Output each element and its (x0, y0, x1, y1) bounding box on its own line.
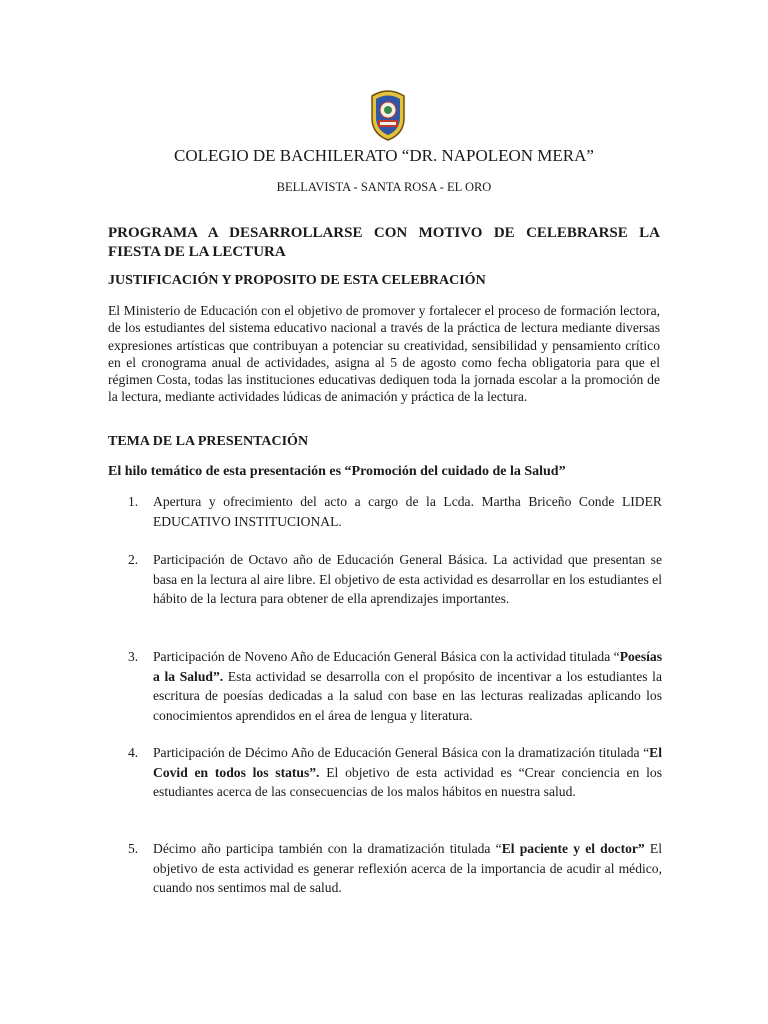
theme-thread: El hilo temático de esta presentación es “Promoción del cuidado de la Salud” (108, 464, 566, 479)
list-item-number: 3. (128, 649, 139, 664)
school-crest-icon (366, 88, 410, 142)
list-item (128, 647, 662, 725)
list-item-text (153, 743, 662, 802)
program-title: PROGRAMA A DESARROLLARSE CON MOTIVO DE CELEBRARSE LA FIESTA DE LA LECTURA (108, 225, 660, 260)
justification-heading: JUSTIFICACIÓN Y PROPOSITO DE ESTA CELEBRACIÓN (108, 273, 486, 288)
school-location: BELLAVISTA - SANTA ROSA - EL ORO (276, 180, 492, 194)
list-item-number: 1. (128, 494, 139, 509)
list-item-text-part: Esta actividad se desarrolla con el propósito de incentivar a los estudiantes la escritura de poesías dedicadas a la salud con base en las lecturas realizadas aplicando los conocimientos aprendidos en el área de lengua y literatura. (153, 668, 662, 723)
list-item-text-part: Décimo año participa también con la dramatización titulada “ (153, 841, 502, 856)
list-item-text-part: Participación de Décimo Año de Educación General Básica con la dramatización titulada “ (153, 745, 650, 760)
list-item (128, 839, 662, 898)
list-item (128, 492, 662, 531)
school-name: COLEGIO DE BACHILERATO “DR. NAPOLEON MERA” (174, 146, 594, 165)
list-item-text (153, 647, 662, 725)
list-item-text-part: Participación de Noveno Año de Educación General Básica con la actividad titulada “ (153, 649, 620, 664)
activity-title: Poesías a la Salud”. (153, 649, 662, 684)
list-item-text-part: El objetivo de esta actividad es generar reflexión acerca de la importancia de acudir al médico, cuando nos sentimos mal de salud. (153, 841, 662, 895)
list-item-number: 5. (128, 841, 139, 856)
activity-title: El paciente y el doctor” (501, 841, 645, 856)
list-item-text-part: El objetivo de esta actividad es “Crear conciencia en los estudiantes acerca de las consecuencias de los malos hábitos en nuestra salud. (153, 764, 662, 799)
list-item-text: Participación de Octavo año de Educación General Básica. La actividad que presentan se basa en la lectura al aire libre. El objetivo de esta actividad es desarrollar en los estudiantes el hábito de la lectura para obtener de ella aprendizajes importantes. (153, 552, 662, 606)
list-item-number: 2. (128, 552, 139, 567)
list-item (128, 743, 662, 802)
list-item (128, 550, 662, 609)
justification-paragraph: El Ministerio de Educación con el objetivo de promover y fortalecer el proceso de formación lectora, de los estudiantes del sistema educativo nacional a través de la práctica de lectura mediante diversas expresiones artísticas que contribuyan a potenciar su creatividad, sensibilidad y pensamiento crítico en el cronograma anual de actividades, asigna al 5 de agosto como fecha obligatoria para que el régimen Costa, todas las instituciones educativas dediquen toda la jornada escolar a la promoción de la lectura, mediante actividades lúdicas de animación y práctica de la lectura. (108, 303, 660, 405)
activity-title: El Covid en todos los status”. (153, 745, 662, 780)
list-item-text: Apertura y ofrecimiento del acto a cargo de la Lcda. Martha Briceño Conde LIDER EDUCATIVO INSTITUCIONAL. (153, 494, 662, 529)
list-item-number: 4. (128, 745, 139, 760)
theme-heading: TEMA DE LA PRESENTACIÓN (108, 434, 309, 449)
list-item-text (153, 839, 662, 898)
